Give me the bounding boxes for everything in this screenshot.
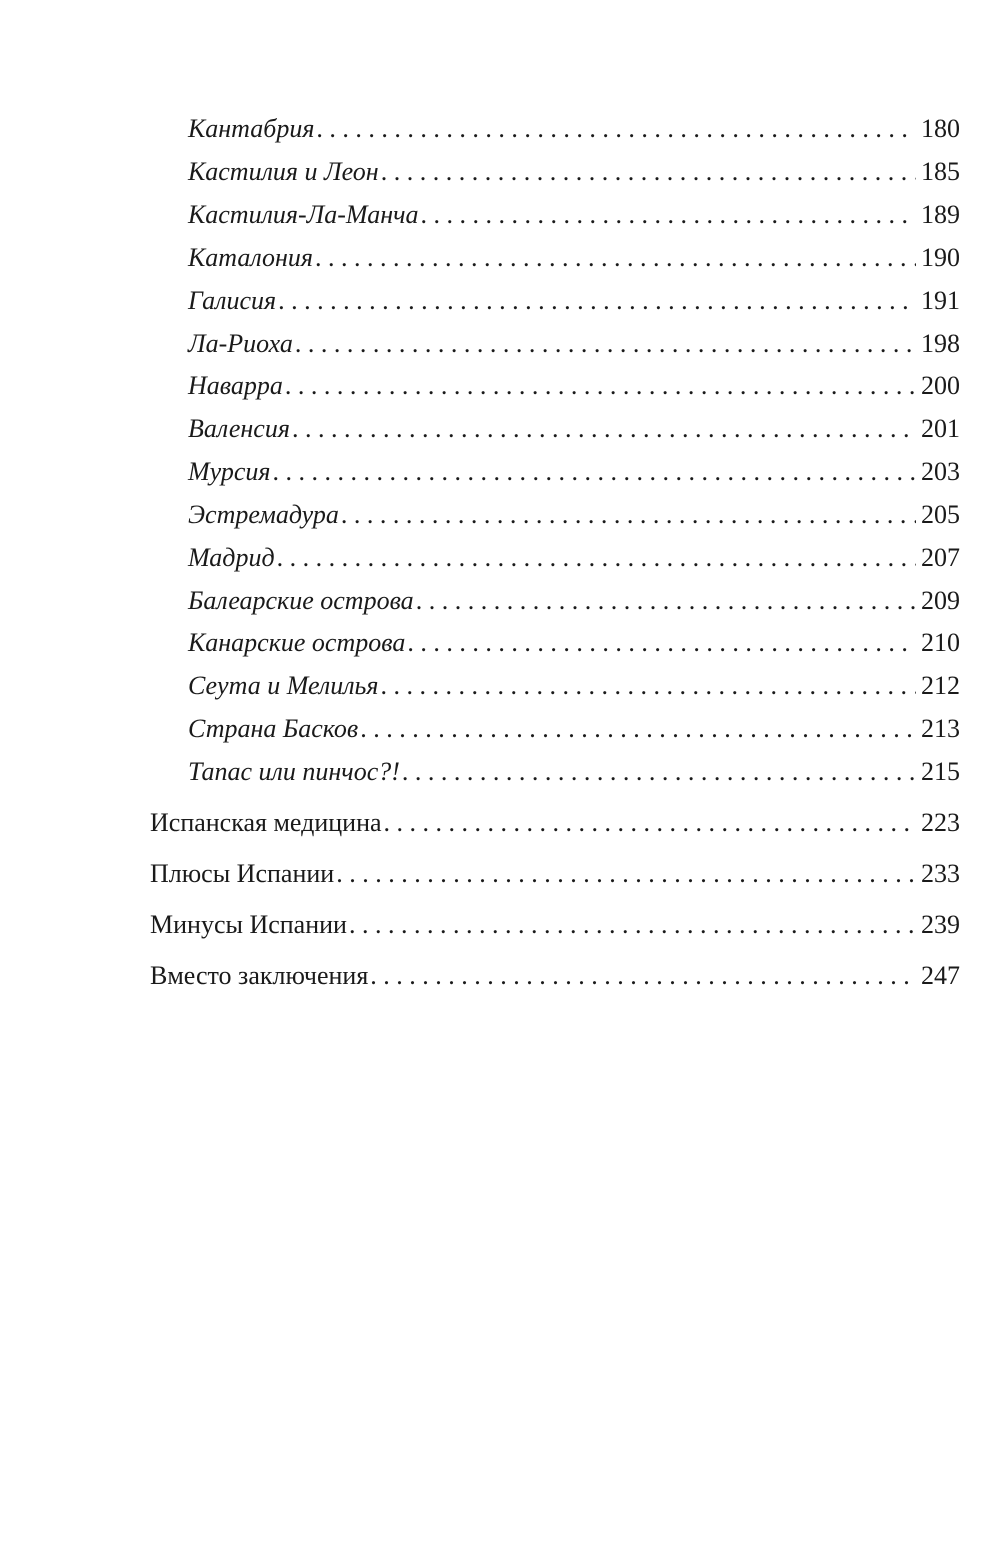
toc-dot-leader [378, 670, 916, 702]
toc-entry-title: Испанская медицина [150, 808, 382, 837]
toc-dot-leader [270, 456, 916, 488]
toc-entry-cons-of-spain [150, 909, 960, 941]
toc-entry-title: Вместо заключения [150, 961, 369, 990]
toc-entry-title: Кастилия-Ла-Манча [188, 200, 419, 229]
toc-entry-page: 180 [921, 114, 960, 143]
toc-dot-leader [379, 156, 916, 188]
toc-entry-page: 200 [921, 371, 960, 400]
toc-entry-canary-islands [188, 627, 960, 659]
toc-entry-basque-country [188, 713, 960, 745]
toc-entry-page: 201 [921, 414, 960, 443]
toc-entry-title: Валенсия [188, 414, 290, 443]
toc-dot-leader [382, 807, 916, 839]
toc-entry-title: Плюсы Испании [150, 859, 335, 888]
toc-entry-title: Кастилия и Леон [188, 157, 379, 186]
toc-dot-leader [275, 542, 916, 574]
toc-dot-leader [276, 285, 916, 317]
toc-entry-title: Канарские острова [188, 628, 406, 657]
toc-entry-page: 203 [921, 457, 960, 486]
toc-entry-title: Тапас или пинчос?! [188, 757, 400, 786]
toc-entry-madrid [188, 542, 960, 574]
toc-entry-title: Балеарские острова [188, 586, 414, 615]
toc-entry-title: Мурсия [188, 457, 271, 486]
toc-entry-balearic-islands [188, 585, 960, 617]
toc-entry-page: 223 [921, 808, 960, 837]
toc-entry-castilla-la-mancha [188, 199, 960, 231]
toc-entry-ceuta-melilla [188, 670, 960, 702]
toc-entry-cantabria [188, 113, 960, 145]
toc-entry-castilla-leon [188, 156, 960, 188]
toc-dot-leader [400, 756, 916, 788]
toc-entry-page: 239 [921, 910, 960, 939]
toc-dot-leader [405, 627, 916, 659]
toc-entry-galicia [188, 285, 960, 317]
toc-entry-page: 190 [921, 243, 960, 272]
toc-dot-leader [313, 242, 916, 274]
toc-entry-tapas-pintxos [188, 756, 960, 788]
toc-entry-page: 198 [921, 329, 960, 358]
toc-entry-extremadura [188, 499, 960, 531]
toc-entry-valencia [188, 413, 960, 445]
toc-entry-catalonia [188, 242, 960, 274]
toc-entry-title: Мадрид [188, 543, 275, 572]
toc-dot-leader [368, 960, 916, 992]
toc-entry-navarra [188, 370, 960, 402]
toc-entry-murcia [188, 456, 960, 488]
toc-entry-page: 191 [921, 286, 960, 315]
toc-dot-leader [358, 713, 916, 745]
toc-dot-leader [334, 858, 916, 890]
toc-entry-page: 210 [921, 628, 960, 657]
toc-dot-leader [293, 328, 916, 360]
toc-entry-page: 185 [921, 157, 960, 186]
toc-entry-page: 212 [921, 671, 960, 700]
toc-dot-leader [339, 499, 916, 531]
toc-entry-instead-of-conclusion [150, 960, 960, 992]
toc-entry-page: 205 [921, 500, 960, 529]
toc-entry-page: 213 [921, 714, 960, 743]
toc-entry-page: 189 [921, 200, 960, 229]
toc-dot-leader [414, 585, 916, 617]
toc-entry-title: Сеута и Мелилья [188, 671, 379, 700]
toc-entry-title: Кантабрия [188, 114, 315, 143]
toc-entry-title: Наварра [188, 371, 283, 400]
toc-entry-title: Ла-Риоха [188, 329, 293, 358]
toc-entry-la-rioja [188, 328, 960, 360]
toc-dot-leader [347, 909, 916, 941]
toc-entry-title: Минусы Испании [150, 910, 347, 939]
toc-dot-leader [283, 370, 916, 402]
toc-entry-title: Каталония [188, 243, 313, 272]
toc-entry-title: Эстремадура [188, 500, 339, 529]
toc-entry-page: 247 [921, 961, 960, 990]
toc-entry-page: 207 [921, 543, 960, 572]
toc-entry-title: Страна Басков [188, 714, 359, 743]
toc-dot-leader [290, 413, 916, 445]
toc-entry-title: Галисия [188, 286, 277, 315]
toc-entry-page: 215 [921, 757, 960, 786]
toc-dot-leader [419, 199, 916, 231]
toc-entry-page: 233 [921, 859, 960, 888]
toc-dot-leader [314, 113, 916, 145]
toc-entry-pros-of-spain [150, 858, 960, 890]
toc-entry-page: 209 [921, 586, 960, 615]
toc-entry-spanish-medicine [150, 807, 960, 839]
